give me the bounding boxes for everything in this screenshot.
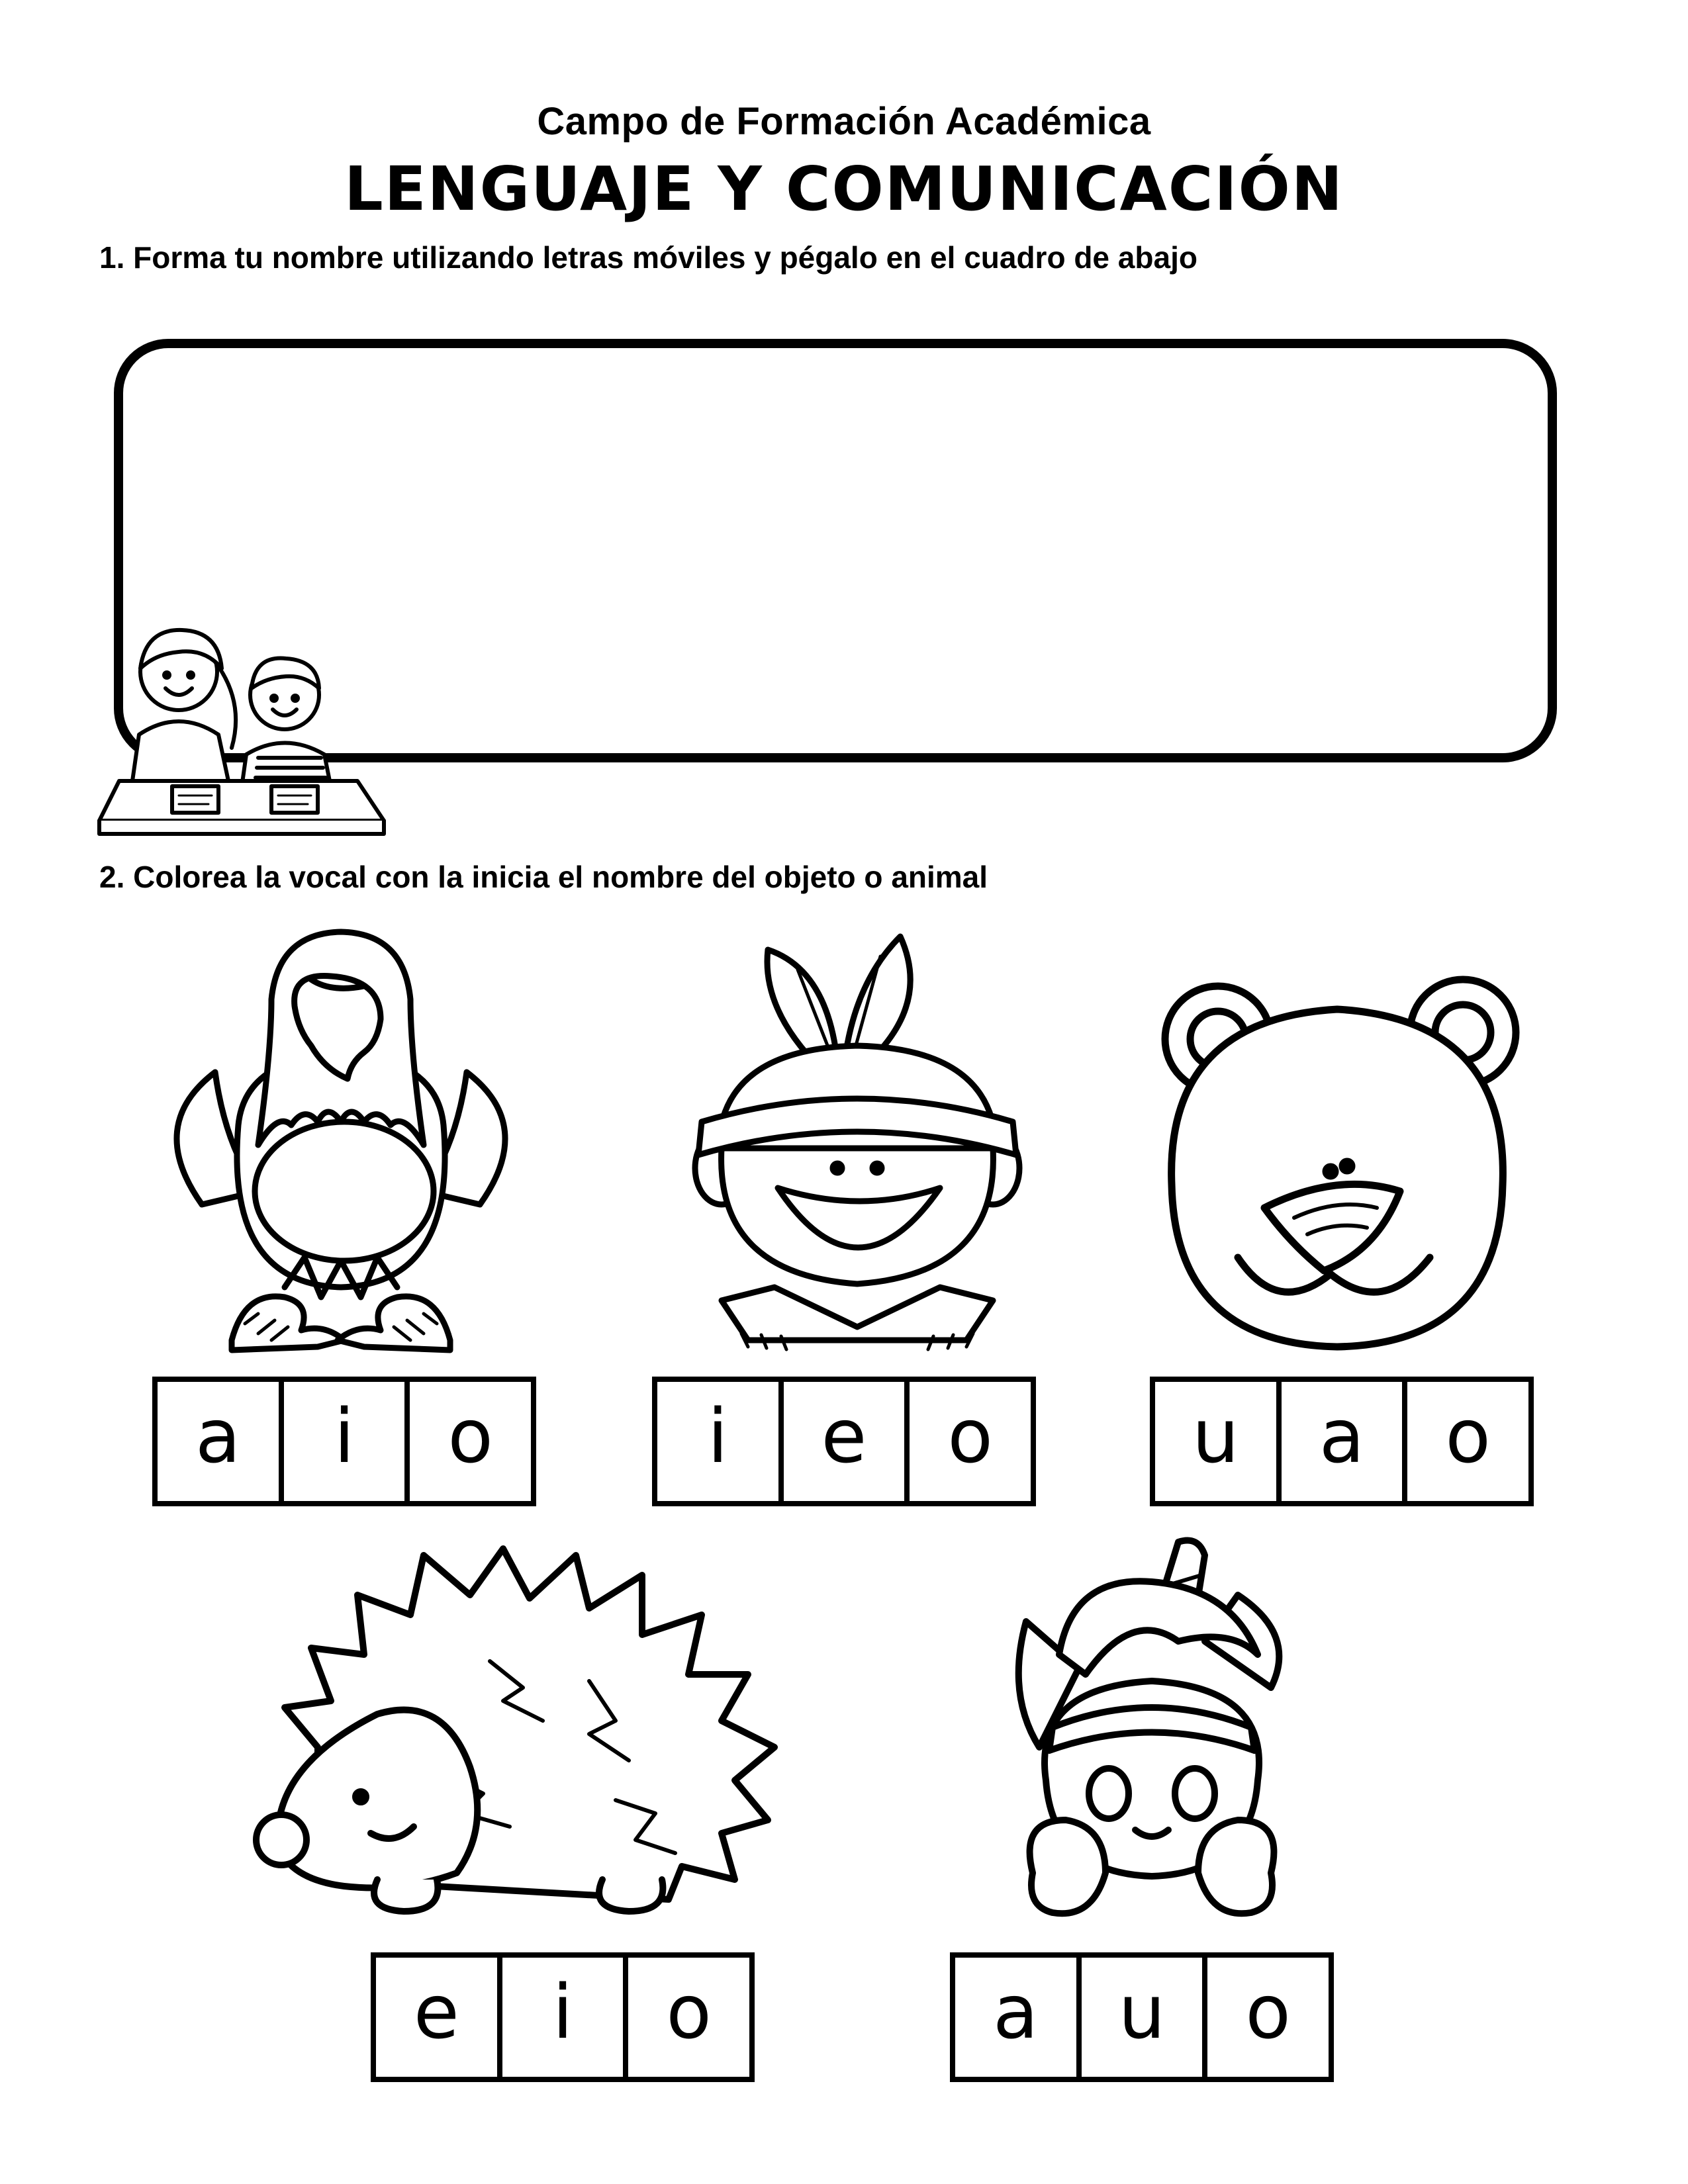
kids-writing-icon	[93, 622, 397, 847]
vowel-boxes-unicorn	[950, 1952, 1334, 2082]
unicorn-icon	[980, 1529, 1324, 1939]
instruction-2: 2. Colorea la vocal con la inicia el nombre del objeto o animal	[99, 860, 988, 894]
vowel-boxes-eagle	[152, 1377, 536, 1506]
vowel-option[interactable]: e	[784, 1382, 910, 1501]
vowel-option[interactable]: o	[447, 1394, 493, 1480]
subtitle: Campo de Formación Académica	[537, 100, 1151, 143]
hedgehog-icon	[245, 1549, 794, 1919]
instruction-1: 1. Forma tu nombre utilizando letras móviles y pégalo en el cuadro de abajo	[99, 240, 1197, 275]
vowel-option[interactable]: o	[666, 1970, 712, 2056]
vowel-option[interactable]: a	[955, 1958, 1082, 2077]
vowel-option[interactable]: o	[1245, 1970, 1291, 2056]
vowel-option[interactable]: a	[1282, 1382, 1408, 1501]
vowel-option[interactable]: i	[284, 1382, 410, 1501]
vowel-option[interactable]: o	[947, 1394, 993, 1480]
vowel-option[interactable]: u	[1082, 1958, 1208, 2077]
vowel-boxes-native-child	[652, 1377, 1036, 1506]
vowel-option[interactable]: a	[158, 1382, 284, 1501]
vowel-boxes-hedgehog	[371, 1952, 755, 2082]
bear-icon	[1145, 973, 1529, 1370]
vowel-option[interactable]: i	[657, 1382, 784, 1501]
page-title: LENGUAJE Y COMUNICACIÓN	[344, 154, 1344, 224]
vowel-option[interactable]: u	[1155, 1382, 1282, 1501]
vowel-boxes-bear	[1150, 1377, 1534, 1506]
eagle-icon	[152, 927, 530, 1357]
native-child-icon	[682, 930, 1033, 1353]
vowel-option[interactable]: e	[376, 1958, 502, 2077]
vowel-option[interactable]: i	[502, 1958, 629, 2077]
vowel-option[interactable]: o	[1445, 1394, 1491, 1480]
